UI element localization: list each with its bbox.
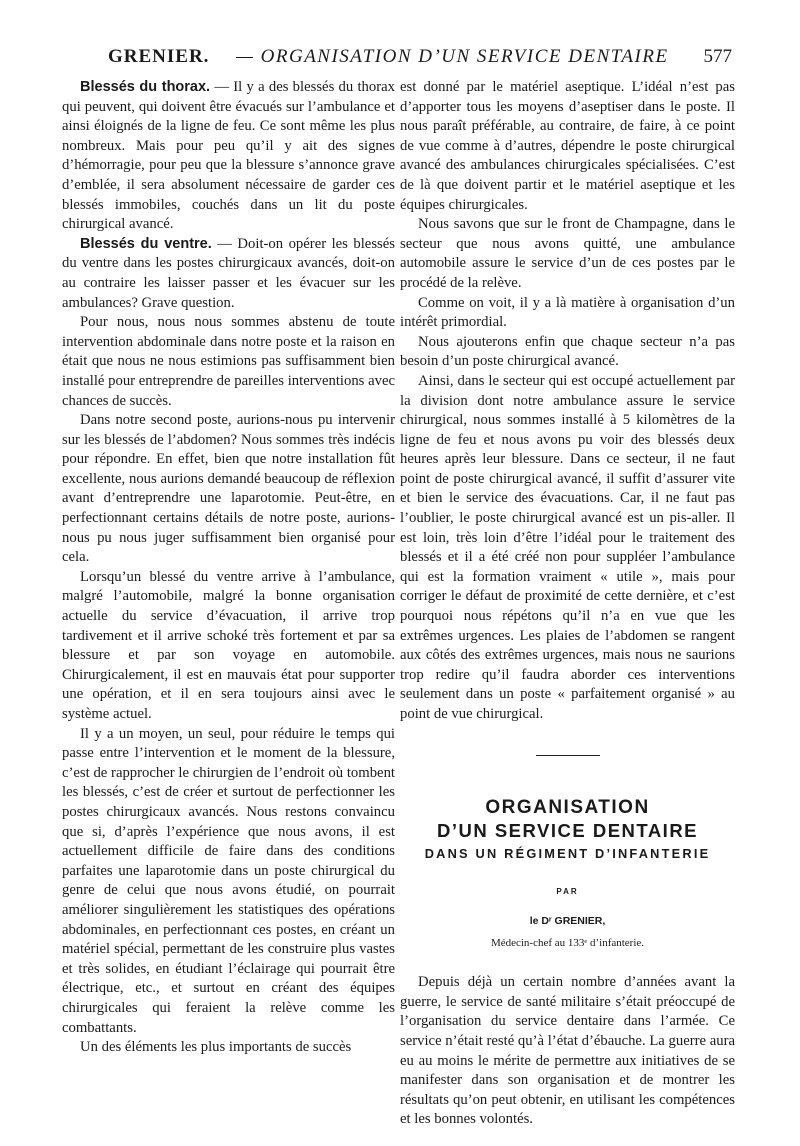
page-number: 577 bbox=[703, 46, 732, 67]
paragraph: est donné par le matériel aseptique. L’idéal n’est pas d’apporter tous les moyens d’aseptiser dans le poste. Il nous paraît préférable, au contraire, de faire, à ce point de vue comme à d’autres, dépendre le poste chirurgical avancé des ambulances chirurgicales spécialisées. C’est de là que doivent partir et le matériel aseptique et les équipes chirurgicales. bbox=[400, 79, 735, 213]
paragraph: Il y a un moyen, un seul, pour réduire le temps qui passe entre l’intervention et le moment de la blessure, c’est de rapprocher le chirurgien de l’endroit où tombent les blessés, c’est de créer et surtout de perfectionner les postes chirurgicaux avancés. Nous restons convaincu que si, d’après l’expérience que nous avons, il est actuellement difficile de faire dans des conditions parfaites une laparotomie dans un poste chirurgical du genre de celui que nous avons étudié, on pourrait améliorer singulièrement les statistiques des opérations abdominales, en perfectionnant ces postes, en créant un matériel spécial, permettant de les construire plus vastes et très solides, en étudiant l’éclairage qui pourrait être électrique, etc., et surtout en créant des équipes chirurgicales qui feraient la relève comme les combattants. bbox=[62, 725, 395, 1036]
running-head-title: — ORGANISATION D’UN SERVICE DENTAIRE bbox=[236, 46, 669, 67]
paragraph: Pour nous, nous nous sommes abstenu de toute intervention abdominale dans notre poste et la raison en était que nous ne nous estimions pas suffisamment bien installé pour entreprendre de pareilles interventions avec chances de succès. bbox=[62, 314, 395, 409]
paragraph: Un des éléments les plus importants de succès bbox=[80, 1039, 352, 1056]
byline-author: le Dʳ GRENIER, bbox=[529, 915, 606, 928]
article-title-line-2: D’UN SERVICE DENTAIRE bbox=[436, 820, 699, 842]
running-head-author: GRENIER. bbox=[108, 46, 210, 67]
paragraph: Depuis déjà un certain nombre d’années avant la guerre, le service de santé militaire s’était préoccupé de l’organisation du service dentaire dans l’armée. Ce service n’était resté qu’à l’état d’ébauche. La guerre aura eu au moins le mérite de permettre aux initiatives de se manifester dans son organisation et de montrer les résultats qu’on peut obtenir, en utilisant les compétences et les bonnes volontés. bbox=[400, 974, 735, 1128]
left-column bbox=[62, 78, 395, 1058]
section-divider bbox=[536, 755, 600, 756]
paragraph-ventre bbox=[62, 235, 395, 313]
paragraph-thorax bbox=[62, 78, 395, 235]
byline-role: Médecin-chef au 133ᵉ d’infanterie. bbox=[490, 936, 645, 949]
paragraph: Nous ajouterons enfin que chaque secteur n’a pas besoin d’un poste chirurgical avancé. bbox=[400, 333, 735, 370]
paragraph: Ainsi, dans le secteur qui est occupé actuellement par la division dont notre ambulance assure le service chirurgical, nous sommes installé à 5 kilomètres de la ligne de feu et nous avons pu voir des blessés deux heures après leur blessure. Dans ce secteur, il ne faut point de poste chirurgical avancé, il suffit d’assurer vite et bien le service des évacuations. Car, il ne faut pas l’oublier, le poste chirurgical avancé est un pis-aller. Il est loin, très loin d’être l’idéal pour le traitement des blessés et il a été créé non pour suppléer l’ambulance qui est la formation vraiment « utile », mais pour corriger le défaut de proximité de cette dernière, et c’est pourquoi nous répétons qu’il n’a en vue que les extrêmes urgences. Les plaies de l’abdomen se rangent aux côtés des extrêmes urgences, mais nous ne saurions trop redire qu’il faudra aborder ces interventions seulement dans un poste « parfaitement organisé » au point de vue chirurgical. bbox=[400, 372, 735, 722]
running-head bbox=[0, 40, 800, 76]
article-title-line-1: ORGANISATION bbox=[485, 796, 650, 818]
paragraph-lead: Blessés du thorax. bbox=[80, 79, 211, 95]
paragraph-text: — Doit-on opérer les blessés du ventre dans les postes chirurgicaux avancés, doit-on au contraire les laisser passer et les évacuer sur les ambulances? Grave question. bbox=[62, 235, 395, 311]
paragraph-lead: Blessés du ventre. bbox=[80, 235, 212, 252]
paragraph: Comme on voit, il y a là matière à organisation d’un intérêt primordial. bbox=[400, 294, 735, 331]
article-subtitle: DANS UN RÉGIMENT D’INFANTERIE bbox=[424, 846, 711, 862]
byline-par: PAR bbox=[556, 887, 579, 897]
paragraph: Dans notre second poste, aurions-nous pu intervenir sur les blessés de l’abdomen? Nous sommes très indécis pour répondre. En effet, bien que notre installation fût excellente, nous aurions demandé beaucoup de réflexion avant d’entreprendre une laparotomie. Peut-être, en perfectionnant certains détails de notre poste, aurions-nous pu nous juger suffisamment bien organisé pour cela. bbox=[62, 412, 395, 566]
right-column bbox=[400, 78, 735, 1130]
paragraph-text: — Il y a des blessés du thorax qui peuvent, qui doivent être évacués sur l’ambulance et ainsi éloignés de la ligne de feu. Ce sont même les plus nombreux. Mais pour peu qu’il y ait des signes d’hémorragie, pour peu que la blessure s’annonce grave d’emblée, il sera absolument nécessaire de garder ces blessés immobiles, couchés dans un lit du poste chirurgical avancé. bbox=[62, 79, 396, 233]
paragraph: Lorsqu’un blessé du ventre arrive à l’ambulance, malgré l’automobile, malgré la bonne organisation actuelle du service d’évacuation, il arrive trop tardivement et il arrive schoké très fortement et par sa blessure et par son voyage en automobile. Chirurgicalement, il est en mauvais état pour supporter une opération, et il en sera toujours ainsi avec le système actuel. bbox=[62, 568, 395, 722]
paragraph: Nous savons que sur le front de Champagne, dans le secteur que nous avons quitté, une ambulance automobile assure le service d’un de ces postes par le procédé de la relève. bbox=[400, 216, 735, 291]
